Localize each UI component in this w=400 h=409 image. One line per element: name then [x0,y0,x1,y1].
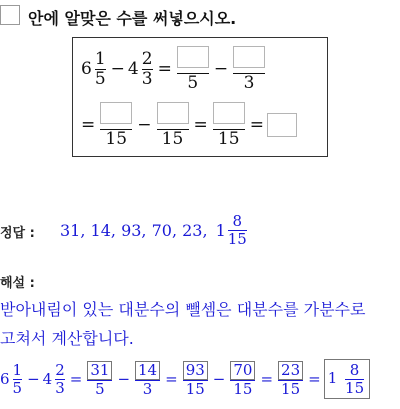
question-instruction: 안에 알맞은 수를 써넣으시오. [28,9,237,28]
fraction-blank: 15 [157,102,189,148]
equals-sign: = [249,115,264,136]
answer-fraction: $\frac{8}{15}$ [227,212,247,248]
equals-sign: = [193,115,208,136]
fraction: $\frac{14}{3}$ [135,361,160,397]
fraction-blank: 15 [213,102,245,148]
question-line-1 [81,46,267,92]
numerator-input-box[interactable] [233,46,265,68]
result-mixed-number: 1 $\frac{8}{15}$ [324,359,370,399]
answer-mixed-whole: 1 [215,220,226,240]
fraction-blank: 5 [177,46,209,92]
fraction: $\frac{70}{15}$ [230,361,255,397]
minus-sign: − [137,115,152,136]
numerator-input-box[interactable] [177,46,209,68]
numerator-input-box[interactable] [213,102,245,124]
explanation-text-line-1: 받아내림이 있는 대분수의 뺄셈은 대분수를 가분수로 [0,300,366,319]
fraction: $\frac{2}{3}$ [55,361,65,397]
whole-number: 4 [127,59,139,80]
fraction-blank: 3 [233,46,265,92]
question-line-2 [81,102,297,148]
result-input-box[interactable] [267,113,297,137]
fraction: $\frac{1}{5}$ [94,49,106,89]
explanation-text-line-2: 고쳐서 계산합니다. [0,329,134,348]
explanation-label: 해설 : [0,276,35,291]
answer-values [60,213,249,247]
minus-sign: − [213,59,229,80]
fraction: $\frac{93}{15}$ [183,361,208,397]
explanation-equation: 6 $\frac{1}{5}$ − 4 $\frac{2}{3}$ = $\frac{31}{5}$ − $\frac{14}{3}$ = $\frac{93}{15}$ − $\frac{70}{15}$ = $\frac{23}{15}$ = 1 $\frac{8}{15}$ [0,359,370,399]
fraction: $\frac{2}{3}$ [141,49,153,89]
fraction: $\frac{1}{5}$ [12,361,23,397]
equals-sign: = [81,115,96,136]
fraction: $\frac{31}{5}$ [87,361,112,397]
answer-box-icon [0,5,20,25]
minus-sign: − [110,59,125,80]
equals-sign: = [157,59,172,80]
fraction: $\frac{23}{15}$ [278,361,303,397]
answer-label: 정답 : [0,226,35,241]
fraction-blank: 15 [100,102,132,148]
question-frame [72,37,328,157]
whole-number: 6 [81,59,92,80]
numerator-input-box[interactable] [100,102,132,124]
numerator-input-box[interactable] [157,102,189,124]
answer-list: 31, 14, 93, 70, 23, [60,220,208,240]
